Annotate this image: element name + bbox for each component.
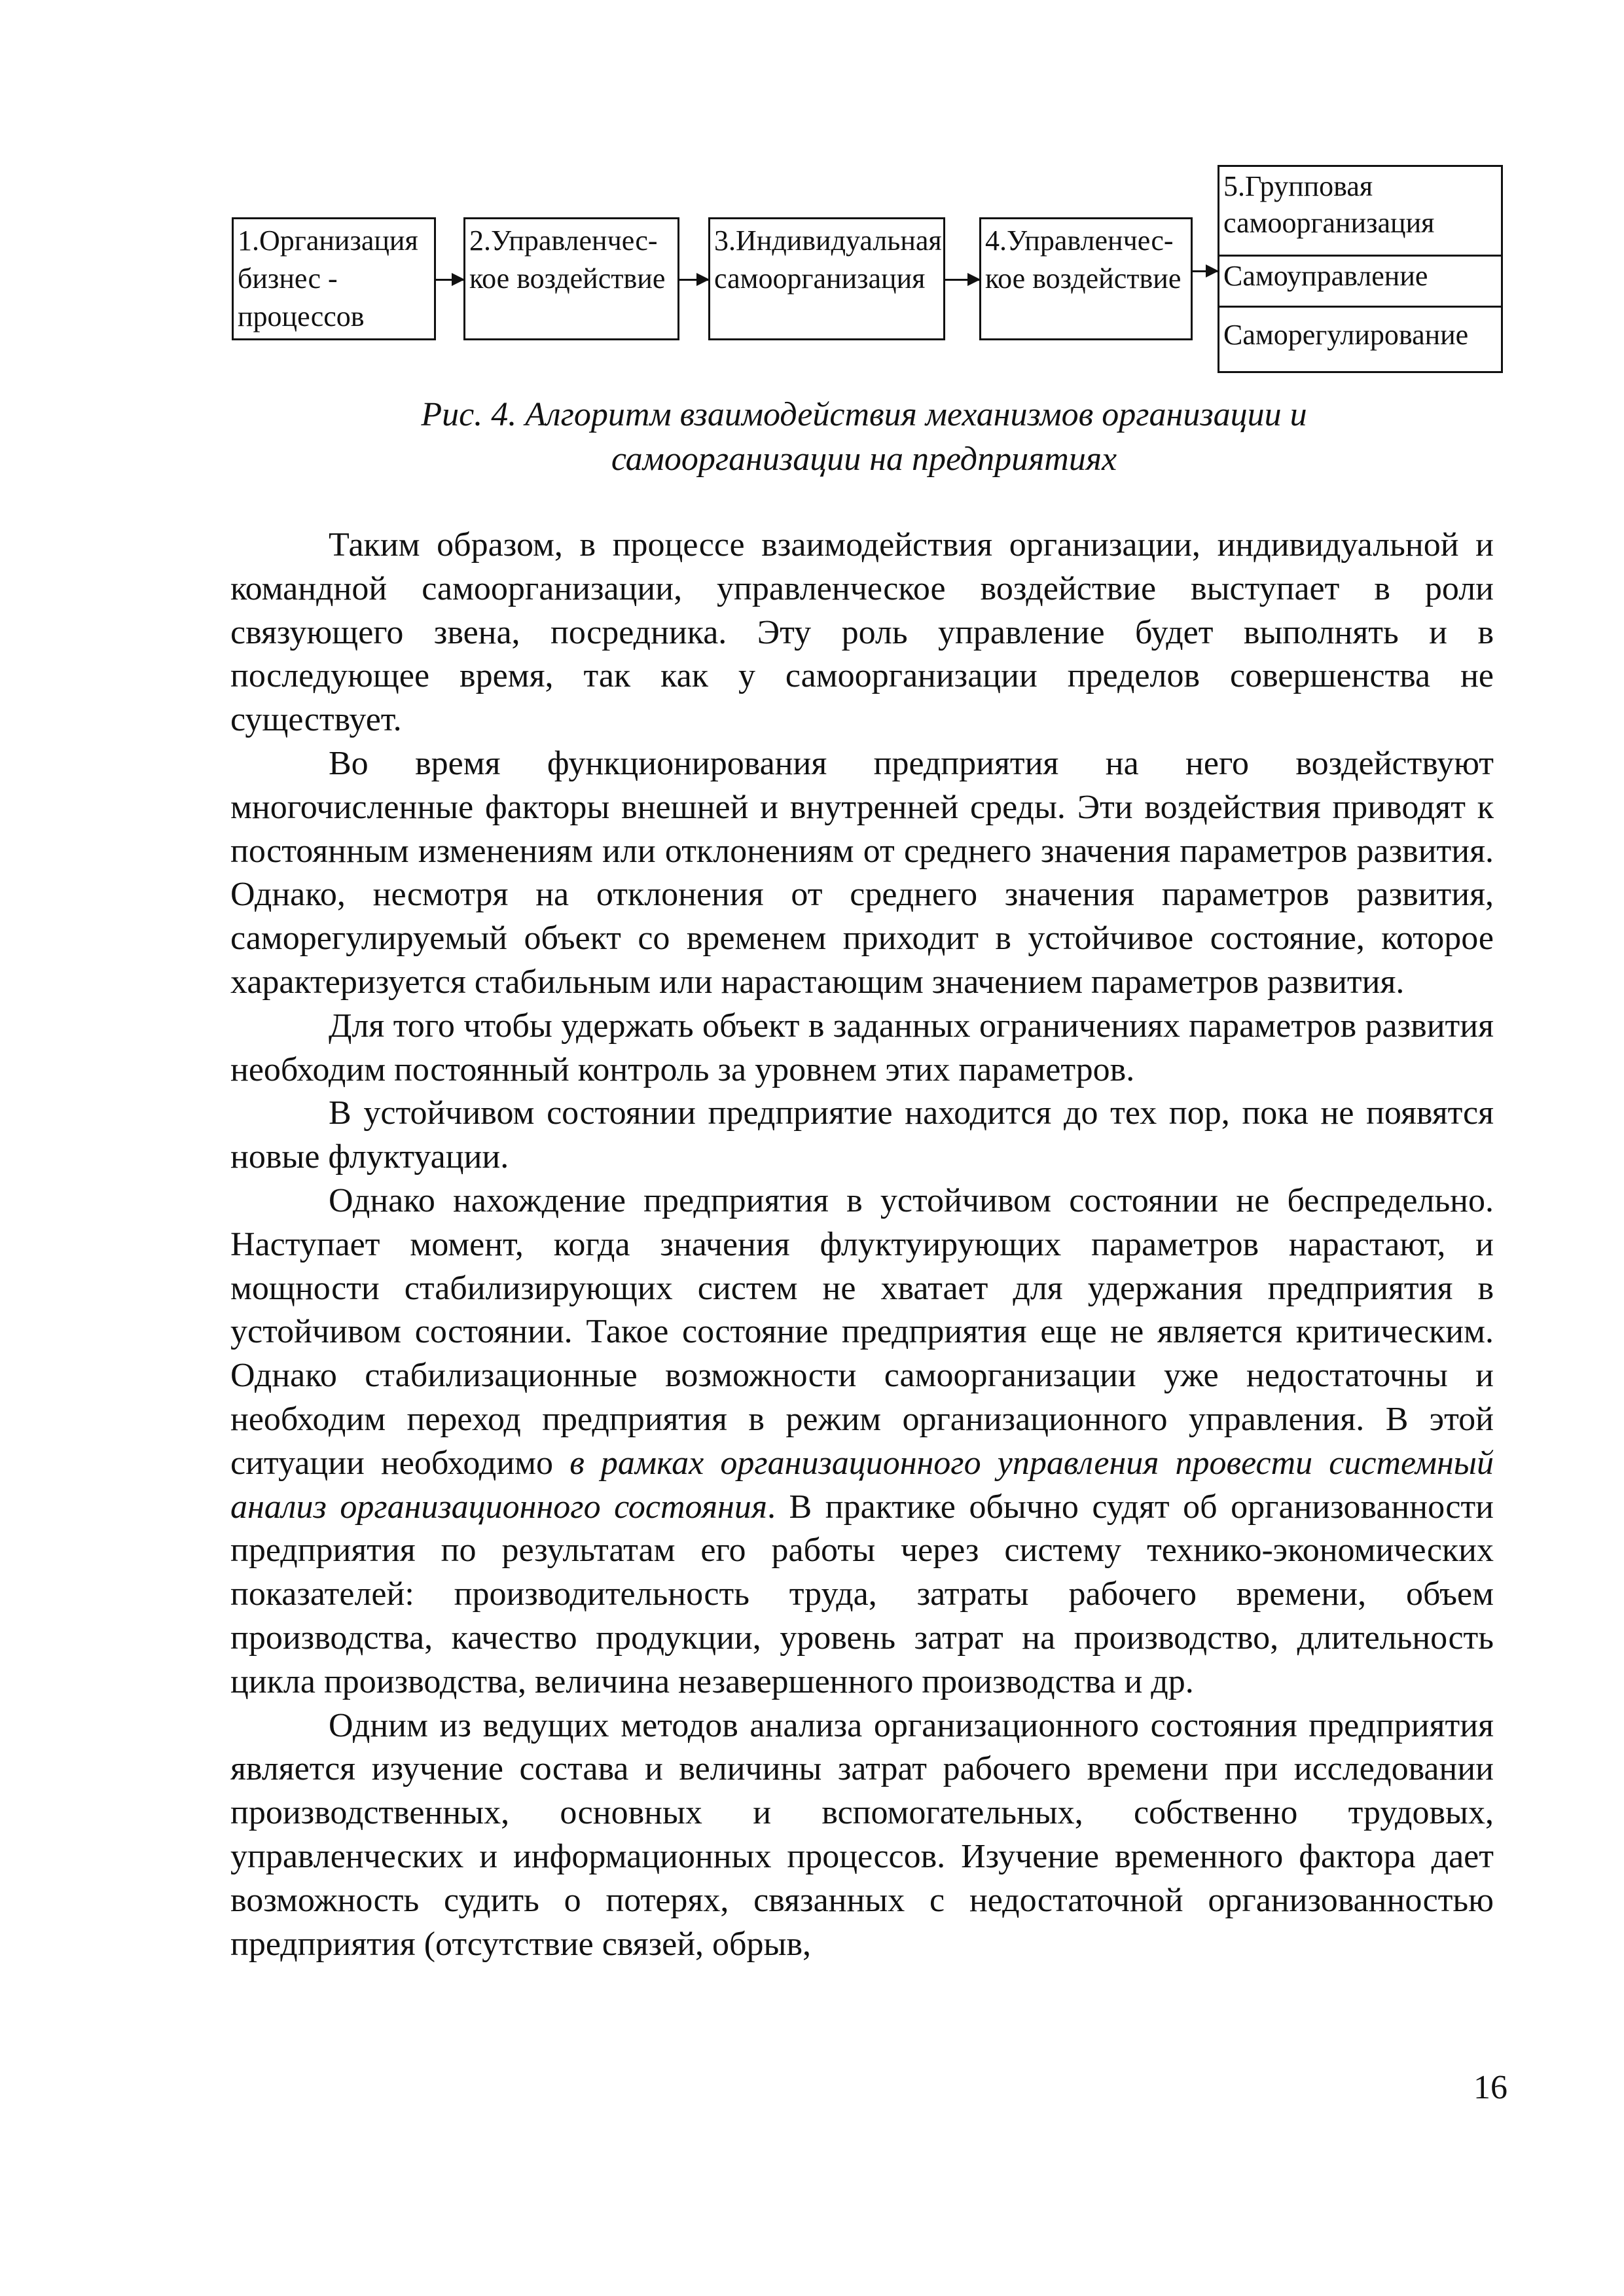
- caption-line-2: самоорганизации на предприятиях: [611, 440, 1117, 478]
- paragraph-3: Для того чтобы удержать объект в заданных ограничениях параметров развития необходим постоянный контроль за уровнем этих параметров.: [230, 1007, 1494, 1088]
- paragraph-5-emphasis: в рамках организационного управления провести системный анализ организационного состояния: [230, 1444, 1494, 1526]
- body-text: [230, 524, 1494, 1966]
- paragraph-4: В устойчивом состоянии предприятие находится до тех пор, пока не появятся новые флуктуации.: [230, 1094, 1494, 1176]
- paragraph-1: Таким образом, в процессе взаимодействия организации, индивидуальной и командной самоорганизации, управленческое воздействие выступает в роли связующего звена, посредника. Эту роль управление будет выполнять и в последующее время, так как у самоорганизации пределов совершенства не существует.: [230, 526, 1494, 739]
- diagram-arrow-2: [679, 279, 708, 281]
- diagram-arrow-1: [436, 279, 463, 281]
- diagram-box-management-2: 4.Управленчес- кое воздействие: [979, 217, 1193, 340]
- diagram-box-group-selforg: [1218, 165, 1503, 373]
- group-selforg-title: 5.Групповая самоорганизация: [1223, 170, 1435, 239]
- paragraph-5-part-a: Однако нахождение предприятия в устойчивом состоянии не беспредельно. Наступает момент, когда значения флуктуирующих параметров нарастают, и мощности стабилизирующих систем не хватает для удержания предприятия в устойчивом состоянии. Такое состояние предприятия еще не является критическим. Однако стабилизационные возможности самоорганизации уже недостаточны и необходим переход предприятия в режим организационного управления. В этой ситуации необходимо: [230, 1181, 1494, 1482]
- diagram-arrow-3: [945, 279, 979, 281]
- self-regulation-row: Саморегулирование: [1219, 306, 1501, 371]
- paragraph-6: Одним из ведущих методов анализа организационного состояния предприятия является изучение состава и величины затрат рабочего времени при исследовании производственных, основных и вспомогательных, собственно трудовых, управленческих и информационных процессов. Изучение временного фактора дает возможность судить о потерях, связанных с недостаточной организованностью предприятия (отсутствие связей, обрыв,: [230, 1706, 1494, 1963]
- page-number: 16: [1473, 2069, 1507, 2106]
- diagram-box-management-1: 2.Управленчес- кое воздействие: [463, 217, 679, 340]
- diagram-box-individual-selforg: 3.Индивидуальная самоорганизация: [708, 217, 945, 340]
- caption-line-1: Рис. 4. Алгоритм взаимодействия механизмов организации и: [421, 396, 1307, 433]
- diagram-arrow-4: [1193, 270, 1218, 272]
- algorithm-diagram: [223, 157, 1506, 380]
- self-management-row: Самоуправление: [1219, 255, 1501, 306]
- figure-caption: [223, 393, 1506, 482]
- diagram-box-organization: 1.Организация бизнес - процессов: [232, 217, 436, 340]
- paragraph-2: Во время функционирования предприятия на него воздействуют многочисленные факторы внешней и внутренней среды. Эти воздействия приводят к постоянным изменениям или отклонениям от среднего значения параметров развития. Однако, несмотря на отклонения от среднего значения параметров развития, саморегулируемый объект со временем приходит в устойчивое состояние, которое характеризуется стабильным или нарастающим значением параметров развития.: [230, 744, 1494, 1001]
- paragraph-5: [230, 1179, 1494, 1704]
- paragraph-5-part-b: . В практике обычно судят об организованности предприятия по результатам его работы через систему технико-экономических показателей: производительность труда, затраты рабочего времени, объем производства, качество продукции, уровень затрат на производство, длительность цикла производства, величина незавершенного производства и др.: [230, 1488, 1494, 1700]
